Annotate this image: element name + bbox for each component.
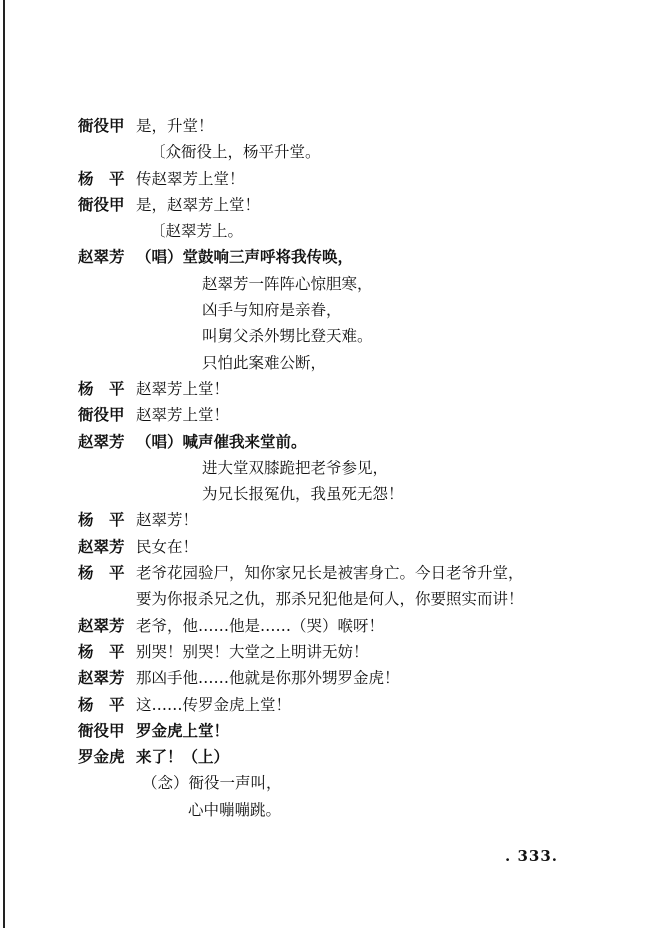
stage-direction: 〔赵翠芳上。 [150,222,244,241]
sung-text: 赵翠芳一阵阵心惊胆寒， [202,274,373,293]
sung-text: （唱）堂鼓响三声呼将我传唤， [136,247,354,267]
speaker-name: 杨 平 [78,510,125,530]
speaker-name: 衙役甲 [78,720,125,740]
dialogue-text: 老爷花园验尸，知你家兄长是被害身亡。今日老爷升堂， [136,564,524,583]
script-line [78,639,638,665]
dialogue-text: 赵翠芳！ [136,511,199,530]
sung-text: 为兄长报冤仇，我虽死无怨！ [202,485,404,504]
sung-text: 进大堂双膝跪把老爷参见， [202,458,389,477]
speaker-name: 赵翠芳 [78,668,125,688]
script-line [78,665,638,691]
dialogue-text: 是，升堂！ [136,117,214,135]
dialogue-text: 这……传罗金虎上堂！ [136,695,292,714]
speaker-name: 杨 平 [78,168,125,188]
dialogue-text: 别哭！别哭！大堂之上明讲无妨！ [136,642,369,661]
dialogue-text: 要为你报杀兄之仇，那杀兄犯他是何人，你要照实而讲！ [136,590,524,609]
stage-direction: 〔众衙役上，杨平升堂。 [150,143,321,162]
speaker-name: 罗金虎 [78,747,125,767]
speaker-name: 赵翠芳 [78,247,125,267]
speaker-name: 赵翠芳 [78,615,125,635]
speaker-name: 赵翠芳 [78,431,125,451]
script-line [78,507,638,533]
script-line [78,297,638,323]
script-line [78,271,638,297]
script-line [78,402,638,428]
script-line [78,718,638,744]
dialogue-text: 赵翠芳上堂！ [136,406,230,425]
dialogue-text: 老爷，他……他是……（哭）喉呀！ [136,616,385,635]
sung-text: （唱）喊声催我来堂前。 [136,431,307,451]
script-line [78,323,638,349]
page-number: . 333. [505,847,558,865]
script-line [78,613,638,639]
script-line [78,350,638,376]
script-line [78,376,638,402]
script-line [78,481,638,507]
script-line [78,455,638,481]
dialogue-text: 来了！（上） [136,747,230,767]
chant-text: 心中嘣嘣跳。 [188,800,282,819]
script-line [78,429,638,455]
speaker-name: 衙役甲 [78,405,125,425]
speaker-name: 杨 平 [78,694,125,714]
dialogue-text: 是，赵翠芳上堂！ [136,195,261,214]
sung-text: 叫舅父杀外甥比登天难。 [202,327,373,346]
speaker-name: 杨 平 [78,378,125,398]
dialogue-text: 传赵翠芳上堂！ [136,169,245,188]
page-edge-rule [3,0,5,928]
speaker-name: 衙役甲 [78,194,125,214]
script-line [78,192,638,218]
speaker-name: 杨 平 [78,641,125,661]
script-line [78,534,638,560]
sung-text: 只怕此案难公断， [202,353,327,372]
dialogue-text: 罗金虎上堂！ [136,720,230,740]
speaker-name: 衙役甲 [78,116,125,135]
script-line [78,218,638,244]
speaker-name: 赵翠芳 [78,536,125,556]
script-line [78,744,638,770]
script-body [78,113,638,823]
dialogue-text: 民女在！ [136,537,199,556]
script-line [78,586,638,612]
script-line [78,770,638,796]
script-line [78,244,638,270]
script-line [78,797,638,823]
script-line [78,139,638,165]
script-line [78,692,638,718]
dialogue-text: 赵翠芳上堂！ [136,379,230,398]
script-line [78,113,638,139]
chant-text: （念）衙役一声叫， [142,774,282,793]
speaker-name: 杨 平 [78,563,125,583]
script-line [78,166,638,192]
script-line [78,560,638,586]
sung-text: 凶手与知府是亲眷， [202,301,342,320]
dialogue-text: 那凶手他……他就是你那外甥罗金虎！ [136,669,400,688]
